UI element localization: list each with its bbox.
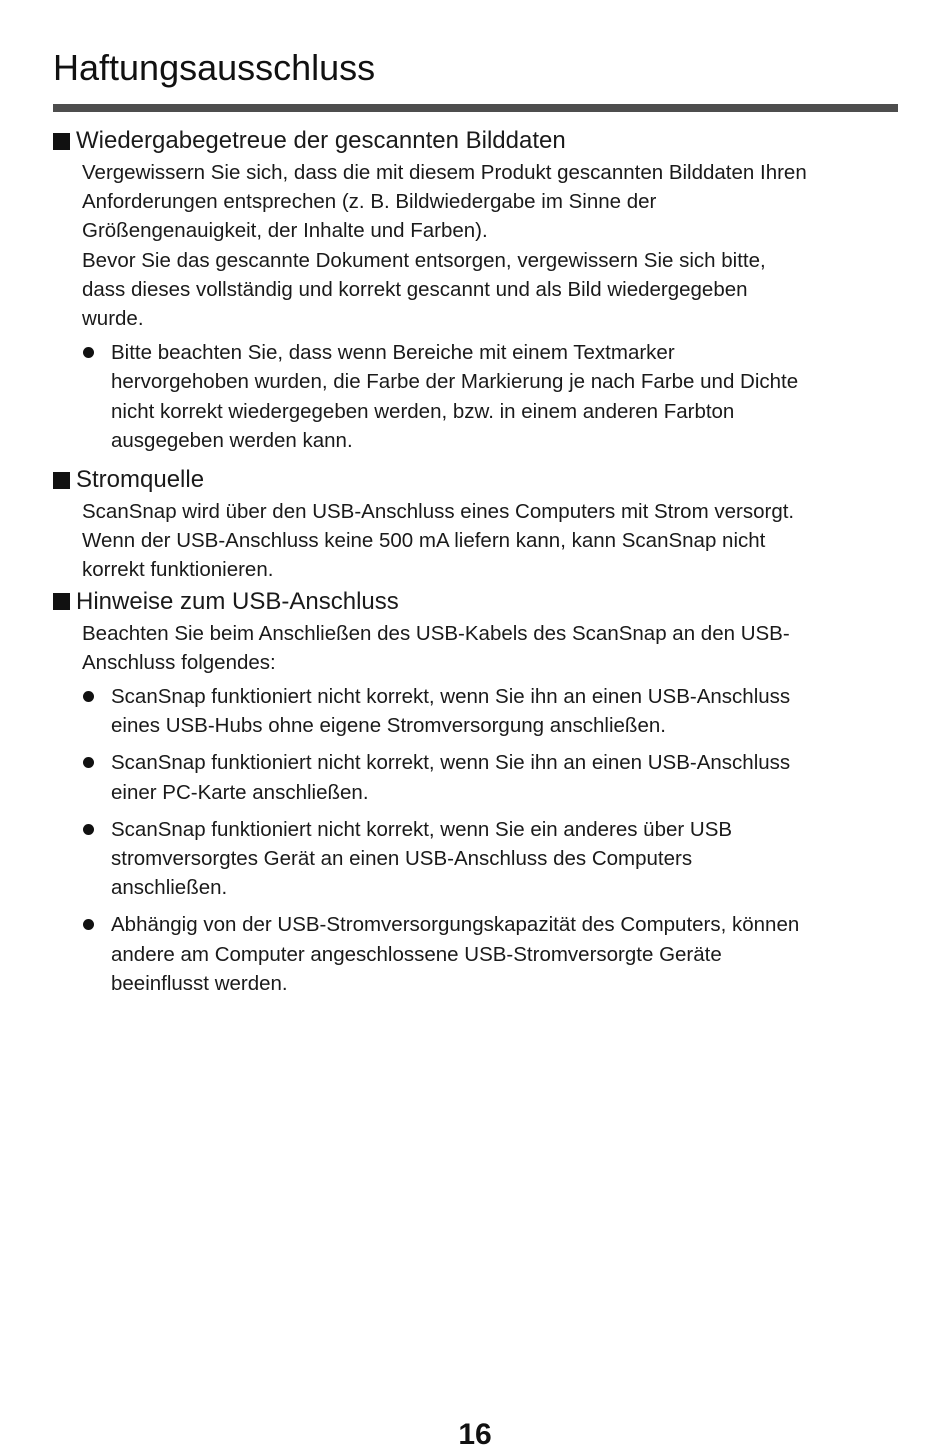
paragraph-line: Bevor Sie das gescannte Dokument entsorgen, vergewissern Sie sich bitte,	[82, 248, 766, 272]
section-paragraph	[82, 619, 898, 677]
bullet-dot-icon	[83, 347, 94, 358]
square-bullet-icon	[53, 472, 70, 489]
list-item-line: Abhängig von der USB-Stromversorgungskapazität des Computers, können	[111, 913, 800, 937]
paragraph-line: Größengenauigkeit, der Inhalte und Farben).	[82, 219, 488, 243]
section-heading	[53, 585, 898, 619]
section-power-source	[53, 463, 898, 585]
list-item	[82, 910, 898, 998]
list-item-line: andere am Computer angeschlossene USB-Stromversorgte Geräte	[111, 942, 722, 966]
bullet-list	[82, 682, 898, 998]
title-rule	[53, 104, 898, 112]
section-image-fidelity	[53, 124, 898, 455]
paragraph-line: Beachten Sie beim Anschließen des USB-Kabels des ScanSnap an den USB-	[82, 621, 790, 645]
list-item-line: beeinflusst werden.	[111, 971, 288, 995]
document-body	[53, 124, 898, 1006]
paragraph-line: wurde.	[82, 307, 144, 331]
square-bullet-icon	[53, 593, 70, 610]
list-item	[82, 748, 898, 806]
bullet-dot-icon	[83, 691, 94, 702]
paragraph-line: Anschluss folgendes:	[82, 650, 276, 674]
list-item-line: stromversorgtes Gerät an einen USB-Anschluss des Computers	[111, 847, 693, 871]
list-item-line: Bitte beachten Sie, dass wenn Bereiche mit einem Textmarker	[111, 341, 675, 365]
list-item-line: anschließen.	[111, 876, 228, 900]
paragraph-line: Vergewissern Sie sich, dass die mit diesem Produkt gescannten Bilddaten Ihren	[82, 161, 807, 184]
bullet-list	[82, 338, 898, 455]
list-item-line: einer PC-Karte anschließen.	[111, 780, 369, 804]
page-title: Haftungsausschluss	[53, 47, 376, 88]
section-paragraph	[82, 158, 898, 333]
section-heading-text: Hinweise zum USB-Anschluss	[76, 587, 399, 615]
bullet-dot-icon	[83, 919, 94, 930]
section-heading	[53, 463, 898, 497]
list-item-line: ausgegeben werden kann.	[111, 428, 353, 452]
paragraph-line: Anforderungen entsprechen (z. B. Bildwiedergabe im Sinne der	[82, 190, 657, 214]
section-heading-text: Wiedergabegetreue der gescannten Bilddaten	[76, 127, 566, 154]
list-item-line: nicht korrekt wiedergegeben werden, bzw. in einem anderen Farbton	[111, 399, 735, 423]
square-bullet-icon	[53, 133, 70, 150]
bullet-dot-icon	[83, 824, 94, 835]
list-item-line: ScanSnap funktioniert nicht korrekt, wenn Sie ein anderes über USB	[111, 817, 733, 841]
list-item-line: hervorgehoben wurden, die Farbe der Markierung je nach Farbe und Dichte	[111, 370, 799, 394]
bullet-dot-icon	[83, 757, 94, 768]
paragraph-line: dass dieses vollständig und korrekt gescannt und als Bild wiedergegeben	[82, 277, 748, 301]
paragraph-line: ScanSnap wird über den USB-Anschluss eines Computers mit Strom versorgt.	[82, 500, 795, 524]
paragraph-line: korrekt funktionieren.	[82, 558, 274, 582]
list-item	[82, 815, 898, 903]
list-item	[82, 338, 898, 455]
list-item-line: ScanSnap funktioniert nicht korrekt, wenn Sie ihn an einen USB-Anschluss	[111, 685, 791, 709]
section-paragraph	[82, 497, 898, 585]
section-usb-notes	[53, 585, 898, 998]
section-heading	[53, 124, 898, 158]
list-item	[82, 682, 898, 740]
list-item-line: eines USB-Hubs ohne eigene Stromversorgung anschließen.	[111, 714, 666, 738]
page-number: 16	[458, 1418, 492, 1451]
section-heading-text: Stromquelle	[76, 466, 205, 494]
paragraph-line: Wenn der USB-Anschluss keine 500 mA liefern kann, kann ScanSnap nicht	[82, 529, 766, 553]
list-item-line: ScanSnap funktioniert nicht korrekt, wenn Sie ihn an einen USB-Anschluss	[111, 751, 791, 775]
